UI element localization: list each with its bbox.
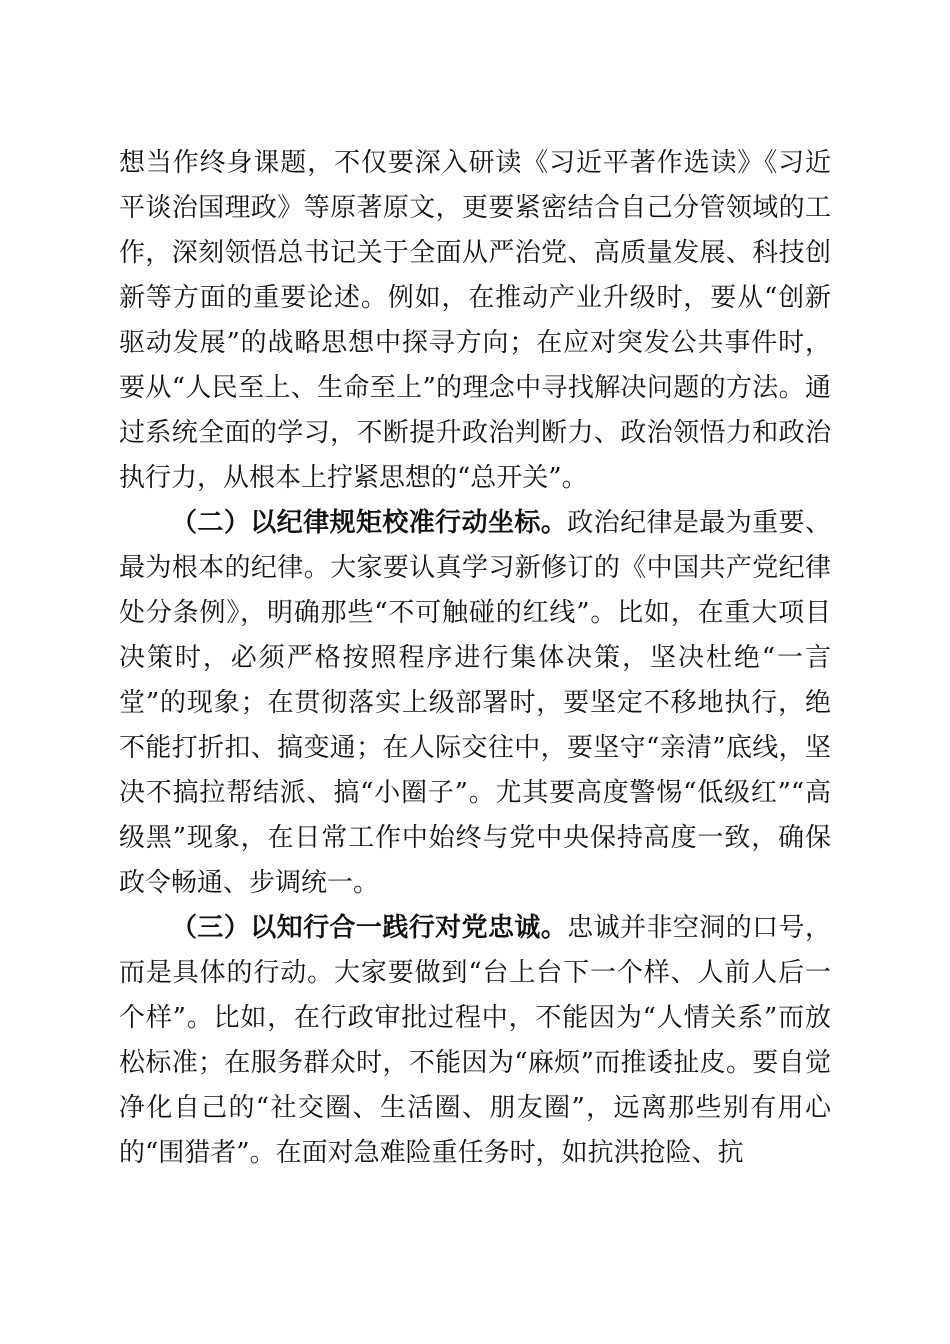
section-2-body: 政治纪律是最为重要、最为根本的纪律。大家要认真学习新修订的《中国共产党纪律处分条例》，明确那些“不可触碰的红线”。比如，在重大项目决策时，必须严格按照程序进行集体决策，坚决杜绝“一言堂”的现象；在贯彻落实上级部署时，要坚定不移地执行，绝不能打折扣、搞变通；在人际交往中，要坚守“亲清”底线，坚决不搞拉帮结派、搞“小圈子”。尤其要高度警惕“低级红”“高级黑”现象，在日常工作中始终与党中央保持高度一致，确保政令畅通、步调统一。 [119, 508, 831, 898]
paragraph-section-2 [119, 501, 831, 906]
paragraph-1-body: 想当作终身课题，不仅要深入研读《习近平著作选读》《习近平谈治国理政》等原著原文，更要紧密结合自己分管领域的工作，深刻领悟总书记关于全面从严治党、高质量发展、科技创新等方面的重要论述。例如，在推动产业升级时，要从“创新驱动发展”的战略思想中探寻方向；在应对突发公共事件时，要从“人民至上、生命至上”的理念中寻找解决问题的方法。通过系统全面的学习，不断提升政治判断力、政治领悟力和政治执行力，从根本上拧紧思想的“总开关”。 [119, 148, 831, 493]
paragraph-continued [119, 141, 831, 501]
section-3-body: 忠诚并非空洞的口号，而是具体的行动。大家要做到“台上台下一个样、人前人后一个样”。比如，在行政审批过程中，不能因为“人情关系”而放松标准；在服务群众时，不能因为“麻烦”而推诿扯皮。要自觉净化自己的“社交圈、生活圈、朋友圈”，远离那些别有用心的“围猎者”。在面对急难险重任务时，如抗洪抢险、抗 [119, 913, 831, 1168]
section-3-heading: （三）以知行合一践行对党忠诚。 [171, 913, 568, 943]
section-2-heading: （二）以纪律规矩校准行动坐标。 [171, 508, 568, 538]
paragraph-section-3 [119, 906, 831, 1176]
document-body [119, 141, 831, 1176]
